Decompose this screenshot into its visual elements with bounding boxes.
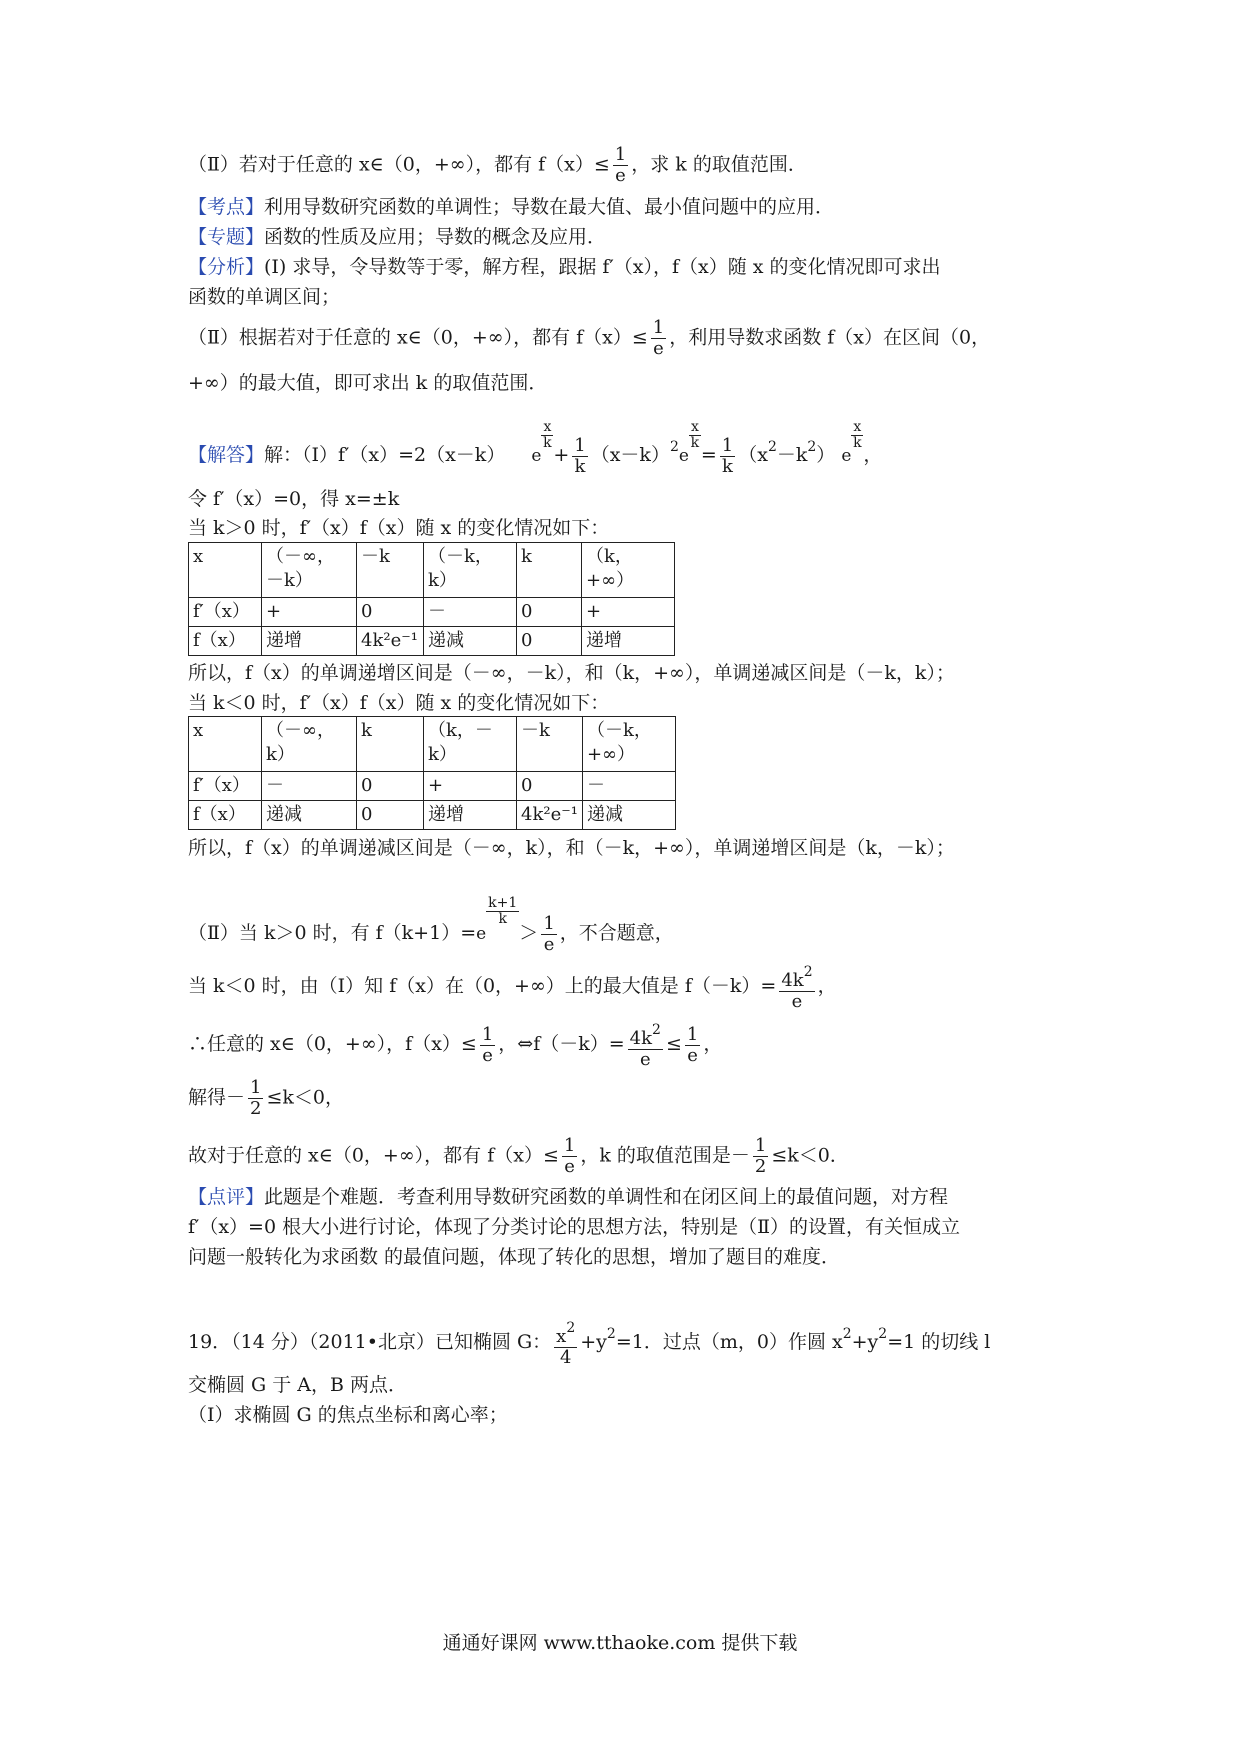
q19-line1: 19．（14 分）（2011•北京）已知椭圆 G： $\frac{x^2}{4}$ $+y^2=1$．过点（m，0）作圆 $x^2+y^2=1$ 的切线 l bbox=[188, 1320, 991, 1368]
fenxi-line3: （Ⅱ）根据若对于任意的 x∈（0，+∞），都有 f（x）≤ $\frac{1}{e}$ ，利用导数求函数 f（x）在区间（0， bbox=[188, 317, 991, 359]
page-footer: 通通好课网 www.tthaoke.com 提供下载 bbox=[442, 1632, 798, 1654]
table-row: x （－∞，－k） －k （－k，k） k （k，+∞） bbox=[189, 543, 675, 598]
summary1: 所以，f（x）的单调递增区间是（－∞，－k），和（k，+∞），单调递减区间是（－k，k）； bbox=[188, 662, 955, 684]
dianping-line3: 问题一般转化为求函数 的最值问题，体现了转化的思想，增加了题目的难度． bbox=[188, 1246, 841, 1268]
part2-line4: 解得－ $\frac{1}{2}$ ≤k＜0， bbox=[188, 1077, 344, 1119]
fenxi-line4: +∞）的最大值，即可求出 k 的取值范围． bbox=[188, 372, 548, 394]
table-k-negative bbox=[188, 716, 676, 830]
part2-question: （Ⅱ）若对于任意的 x∈（0，+∞），都有 f（x）≤ $\frac{1}{e}$ ，求 k 的取值范围． bbox=[188, 144, 807, 186]
fraction: $\frac{1}{e}$ bbox=[652, 317, 665, 359]
jieda-line3: 当 k＞0 时，f′（x）f（x）随 x 的变化情况如下： bbox=[188, 517, 610, 539]
kaodian-tag: 【考点】 bbox=[188, 196, 265, 218]
dianping-tag: 【点评】 bbox=[188, 1186, 265, 1208]
table-row: f′（x） － 0 + 0 － bbox=[189, 772, 676, 801]
zhuanti-tag: 【专题】 bbox=[188, 226, 265, 248]
part2-line1: （Ⅱ）当 k＞0 时，有 f（k+1）=e $\frac{k+1}{k}$ ＞ $\frac{1}{e}$ ，不合题意， bbox=[188, 895, 674, 955]
table-row: x （－∞，k） k （k，－k） －k （－k，+∞） bbox=[189, 717, 676, 772]
dianping-line2: f′（x）=0 根大小进行讨论，体现了分类讨论的思想方法，特别是（Ⅱ）的设置，有关恒成立 bbox=[188, 1216, 961, 1238]
fenxi-line1: 【分析】(I) 求导，令导数等于零，解方程，跟据 f′（x），f（x）随 x 的变化情况即可求出 bbox=[188, 256, 941, 278]
jieda-tag: 【解答】 bbox=[188, 444, 265, 466]
q19-line2: 交椭圆 G 于 A，B 两点． bbox=[188, 1374, 408, 1396]
table-k-positive bbox=[188, 542, 675, 656]
fenxi-tag: 【分析】 bbox=[188, 256, 265, 278]
part2-line5: 故对于任意的 x∈（0，+∞），都有 f（x）≤ $\frac{1}{e}$ ，k 的取值范围是－ $\frac{1}{2}$ ≤k＜0． bbox=[188, 1135, 849, 1177]
jieda-line2: 令 f′（x）=0，得 x=±k bbox=[188, 488, 400, 510]
dianping-line1: 【点评】此题是个难题．考查利用导数研究函数的单调性和在闭区间上的最值问题，对方程 bbox=[188, 1186, 949, 1208]
kaodian: 【考点】利用导数研究函数的单调性；导数在最大值、最小值问题中的应用． bbox=[188, 196, 835, 218]
q19-line3: （Ⅰ）求椭圆 G 的焦点坐标和离心率； bbox=[188, 1404, 508, 1426]
summary2: 所以，f（x）的单调递减区间是（－∞，k），和（－k，+∞），单调递增区间是（k，－k）； bbox=[188, 837, 955, 859]
fenxi-line2: 函数的单调区间； bbox=[188, 286, 341, 308]
table-row: f（x） 递增 4k²e⁻¹ 递减 0 递增 bbox=[189, 627, 675, 656]
part2-line3: ∴任意的 x∈（0，+∞），f（x）≤ $\frac{1}{e}$ ，⇔f（－k）= $\frac{4k^2}{e}$ ≤ $\frac{1}{e}$ ， bbox=[188, 1022, 723, 1070]
jieda-line4: 当 k＜0 时，f′（x）f（x）随 x 的变化情况如下： bbox=[188, 692, 610, 714]
part2-line2: 当 k＜0 时，由（I）知 f（x）在（0，+∞）上的最大值是 f（－k）= $\frac{4k^2}{e}$ ， bbox=[188, 964, 837, 1012]
table-row: f′（x） + 0 － 0 + bbox=[189, 598, 675, 627]
table-row: f（x） 递减 0 递增 4k²e⁻¹ 递减 bbox=[189, 801, 676, 830]
jieda-line1: 【解答】解：（Ⅰ）f′（x）=2（x－k） e $\frac{x}{k}$ + $\frac{1}{k}$ $(x-k)^2e$ $\frac{x}{k}$ = $\frac{1}{k}$ $(x^2-k^2)$ e $\frac{x}{k}$ ， bbox=[188, 419, 883, 477]
zhuanti: 【专题】函数的性质及应用；导数的概念及应用． bbox=[188, 226, 607, 248]
fraction: $\frac{1}{e}$ bbox=[614, 144, 627, 186]
